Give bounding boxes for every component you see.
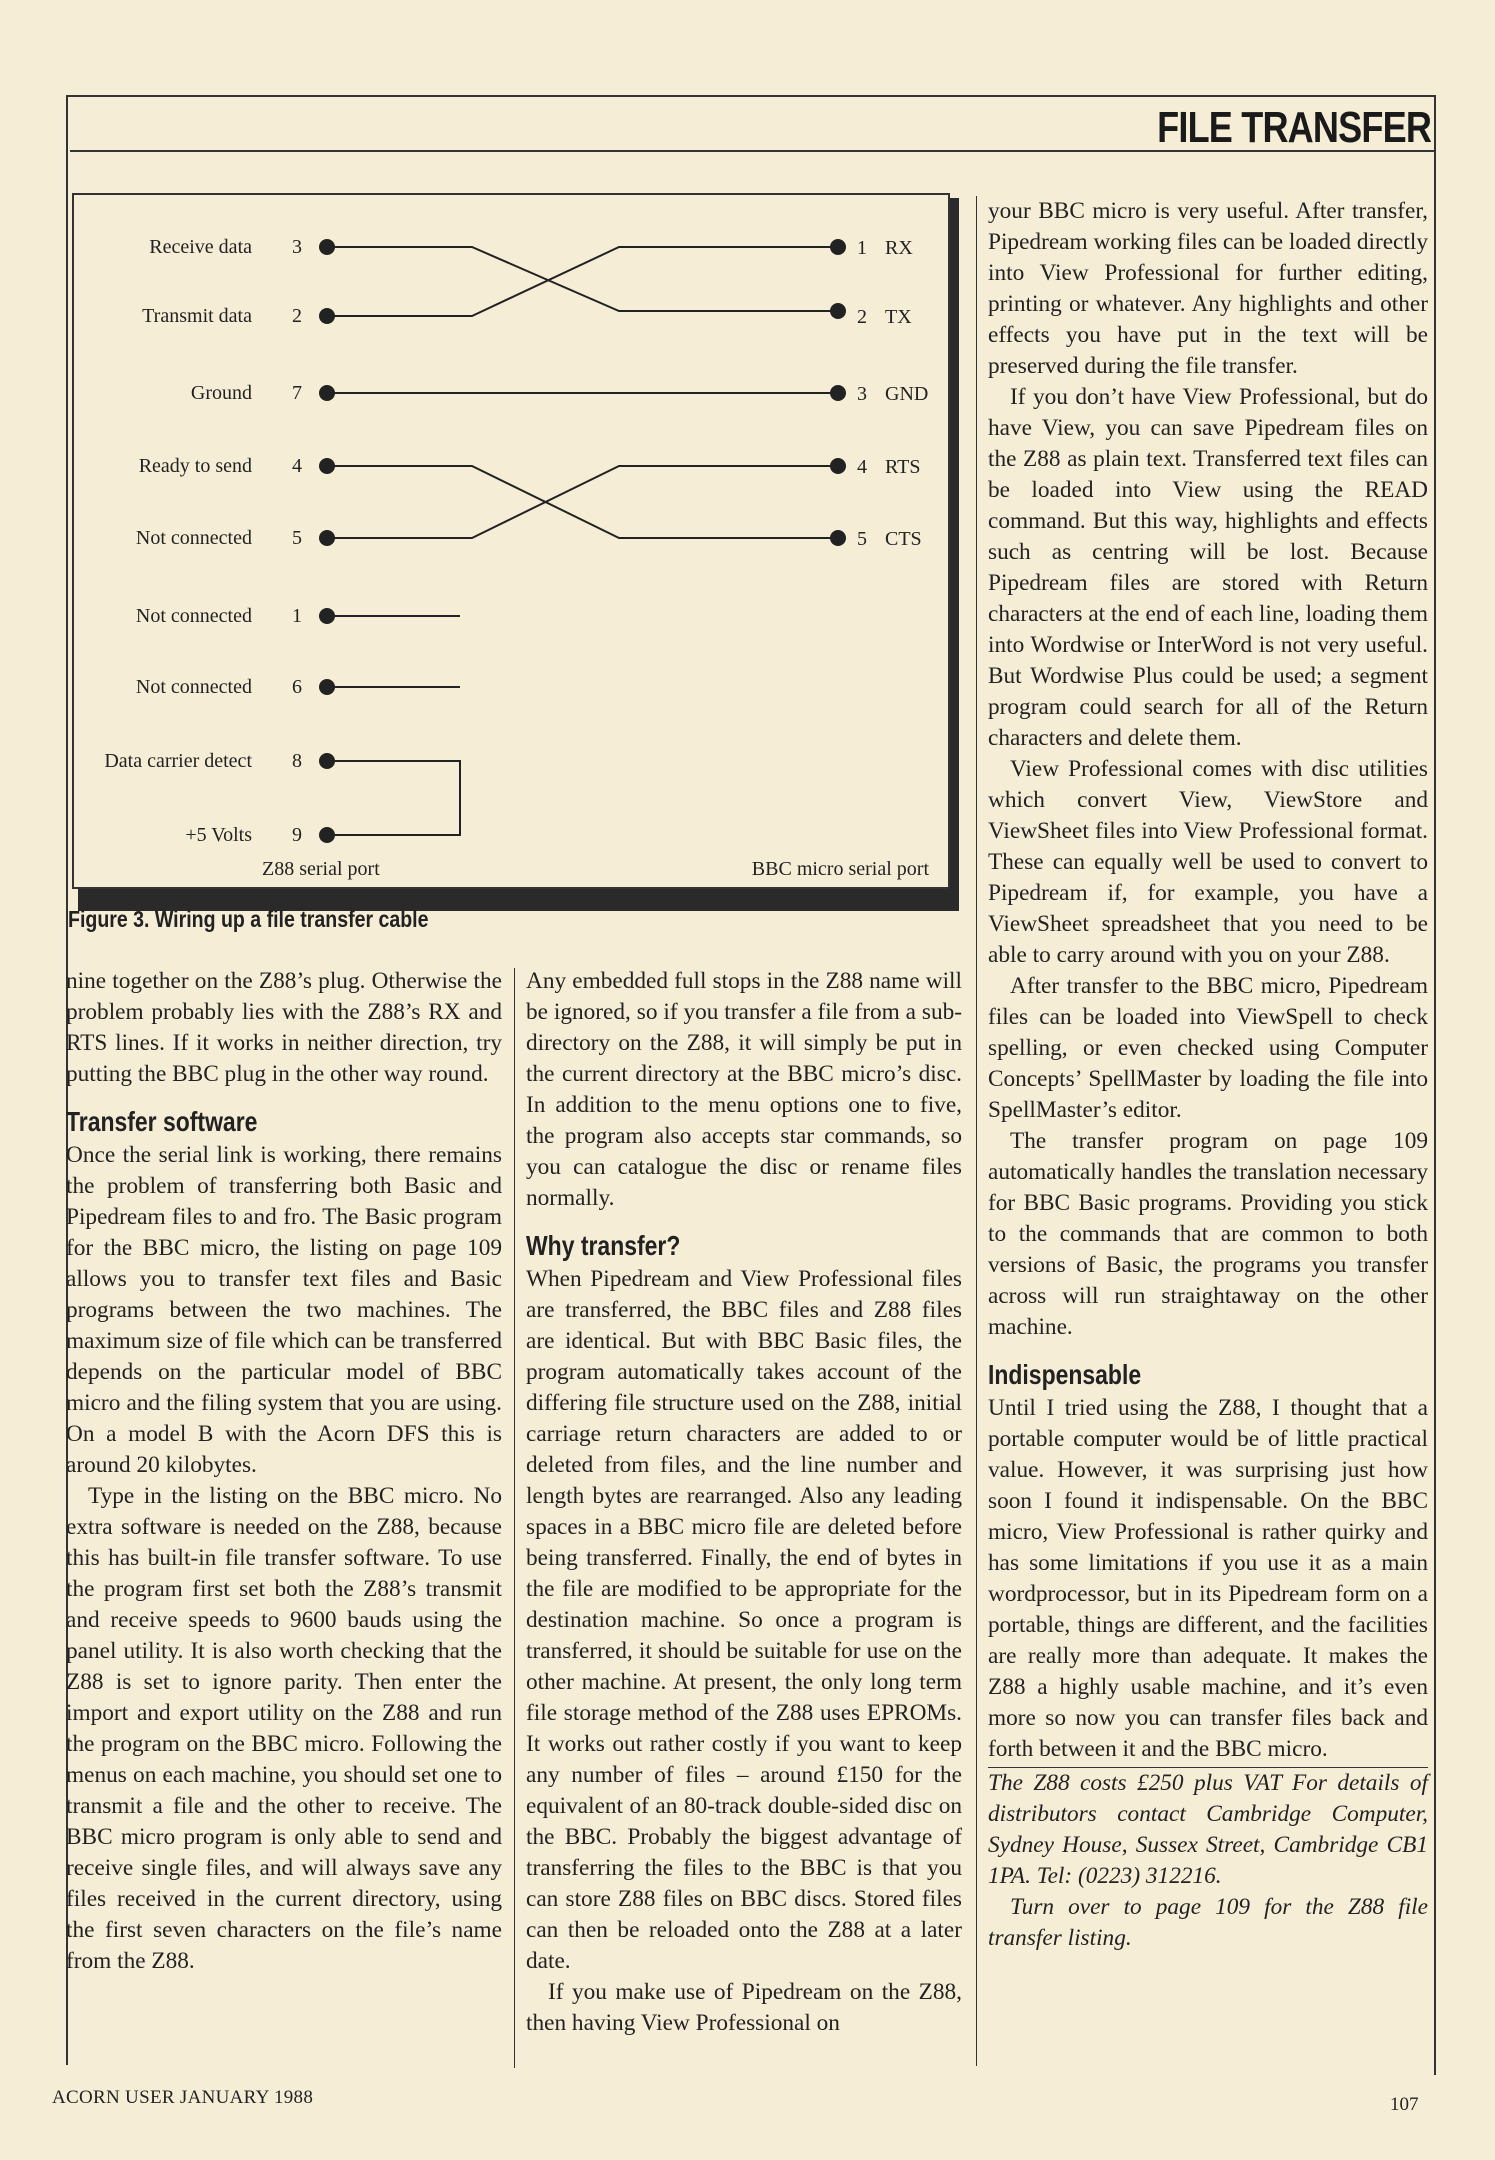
wiring-diagram: [74, 195, 948, 887]
section-title: FILE TRANSFER: [1157, 103, 1431, 152]
col3-paragraph-5: The transfer program on page 109 automatically handles the translation necessary for BBC Basic programs. Providing you stick to the commands that are common to both versions of Basic, the programs you transfer across will run straightaway on the other machine.: [988, 1128, 1428, 1340]
heading-indispensable: Indispensable: [988, 1359, 1142, 1390]
wire-cts-cross: [327, 466, 834, 538]
right-label-2: GND: [885, 383, 929, 405]
right-label-1: TX: [885, 306, 912, 328]
left-label-2: Ground: [190, 382, 252, 404]
right-pin-1: 2: [857, 306, 867, 328]
left-pin-3: 4: [292, 455, 302, 477]
bbc-pin-dot-3: [830, 458, 846, 474]
bbc-pin-dot-4: [830, 530, 846, 546]
heading-why-transfer: Why transfer?: [526, 1230, 681, 1261]
left-label-3: Ready to send: [138, 455, 252, 477]
z88-pin-dot-5: [319, 608, 335, 624]
z88-pin-dot-1: [319, 308, 335, 324]
listing-note: Turn over to page 109 for the Z88 file transfer listing.: [988, 1894, 1428, 1951]
z88-pin-dot-0: [319, 239, 335, 255]
pin-dots: [319, 239, 846, 843]
z88-pin-dot-3: [319, 458, 335, 474]
bbc-pin-dot-2: [830, 385, 846, 401]
left-pin-8: 9: [292, 824, 302, 846]
col3-paragraph-2: If you don’t have View Professional, but do have View, you can save Pipedream files on the Z88 as plain text. Transferred text files can be loaded into View using the READ command. But this way, highlights and effects such as centring will be lost. Because Pipedream files are stored with Return characters at the end of each line, loading them into Wordwise or InterWord is not very useful. But Wordwise Plus could be used; a segment program could search for all of the Return characters and delete them.: [988, 384, 1428, 751]
top-rule: [66, 95, 1436, 97]
z88-pin-dot-7: [319, 753, 335, 769]
left-label-8: +5 Volts: [185, 824, 252, 846]
left-pin-1: 2: [292, 305, 302, 327]
wiring-figure: [72, 193, 950, 889]
right-label-3: RTS: [885, 456, 921, 478]
col1-paragraph-3: Type in the listing on the BBC micro. No extra software is needed on the Z88, because this has built-in file transfer software. To use the program first set both the Z88’s transmit and receive speeds to 9600 bauds using the panel utility. It is also worth checking that the Z88 is set to ignore parity. Then enter the import and export utility on the Z88 and run the program on the BBC micro. Following the menus on each machine, you should set one to transmit a file and the other to receive. The BBC micro program is only able to send and receive single files, and will always save any files received in the current directory, using the first seven characters on the file’s name from the Z88.: [66, 1483, 502, 1974]
bbc-port-label: BBC micro serial port: [751, 858, 929, 880]
z88-pin-dot-4: [319, 530, 335, 546]
left-pin-2: 7: [292, 382, 302, 404]
column-3: [988, 196, 1428, 1954]
col1-paragraph-1: nine together on the Z88’s plug. Otherwise the problem probably lies with the Z88’s RX and RTS lines. If it works in neither direction, try putting the BBC plug in the other way round.: [66, 968, 502, 1087]
col3-paragraph-6: Until I tried using the Z88, I thought that a portable computer would be of little practical value. However, it was surprising just how soon I found it indispensable. On the BBC micro, View Professional is rather quirky and has some limitations if you use it as a main wordprocessor, but in its Pipedream form on a portable, things are different, and the facilities are really more than adequate. It makes the Z88 a highly usable machine, and it’s even more so now you can transfer files back and forth between it and the BBC micro.: [988, 1395, 1428, 1762]
right-pin-0: 1: [857, 237, 867, 259]
col1-paragraph-2: Once the serial link is working, there remains the problem of transferring both Basic and Pipedream files to and fro. The Basic program for the BBC micro, the listing on page 109 allows you to transfer text files and Basic programs between the two machines. The maximum size of file which can be transferred depends on the particular model of BBC micro and the filing system that you are using. On a model B with the Acorn DFS this is around 20 kilobytes.: [66, 1142, 502, 1478]
wire-tx-cross: [327, 247, 834, 316]
right-label-0: RX: [885, 237, 913, 259]
left-pin-0: 3: [292, 236, 302, 258]
col3-paragraph-1: your BBC micro is very useful. After transfer, Pipedream working files can be loaded directly into View Professional for further editing, printing or whatever. Any highlights and other effects you have put in the text will be preserved during the file transfer.: [988, 198, 1428, 379]
right-label-4: CTS: [885, 528, 922, 550]
col2-paragraph-3: If you make use of Pipedream on the Z88, then having View Professional on: [526, 1979, 962, 2036]
left-label-5: Not connected: [135, 605, 252, 627]
z88-pin-dot-2: [319, 385, 335, 401]
right-pin-4: 5: [857, 528, 867, 550]
left-pin-5: 1: [292, 605, 302, 627]
heading-transfer-software: Transfer software: [66, 1106, 258, 1137]
right-pin-2: 3: [857, 383, 867, 405]
left-label-1: Transmit data: [142, 305, 252, 327]
left-pin-4: 5: [292, 527, 302, 549]
z88-pin-dot-6: [319, 679, 335, 695]
left-label-0: Receive data: [149, 236, 252, 258]
col2-paragraph-2: When Pipedream and View Professional files are transferred, the BBC files and Z88 files are identical. But with BBC Basic files, the program automatically takes account of the differing file structure used on the Z88, initial carriage return characters are added to or deleted from files, and the line number and length bytes are rearranged. Also any leading spaces in a BBC micro file are deleted before being transferred. Finally, the end of bytes in the file are modified to be appropriate for the destination machine. So once a program is transferred, it should be suitable for use on the other machine. At present, the only long term file storage method of the Z88 uses EPROMs. It works out rather costly if you want to keep any number of files – around £150 for the equivalent of an 80-track double-sided disc on the BBC. Probably the biggest advantage of transferring the files to the BBC is that you can store Z88 files on BBC discs. Stored files can then be reloaded onto the Z88 at a later date.: [526, 1266, 962, 1974]
bbc-pin-dot-0: [830, 239, 846, 255]
column-rule-2: [976, 196, 977, 2066]
column-1: [66, 966, 502, 1977]
left-label-6: Not connected: [135, 676, 252, 698]
wire-dcd-loop: [327, 761, 460, 835]
column-2: [526, 966, 962, 2039]
left-pin-7: 8: [292, 750, 302, 772]
bbc-pin-dot-1: [830, 303, 846, 319]
footer-publication: ACORN USER JANUARY 1988: [52, 2087, 314, 2108]
price-note: The Z88 costs £250 plus VAT For details of distributors contact Cambridge Computer, Sydney House, Sussex Street, Cambridge CB1 1PA. Tel: (0223) 312216.: [988, 1770, 1428, 1889]
page-number: 107: [1390, 2094, 1419, 2115]
wire-rx-cross: [327, 247, 834, 311]
left-pin-6: 6: [292, 676, 302, 698]
col2-paragraph-1: Any embedded full stops in the Z88 name will be ignored, so if you transfer a file from a sub-directory on the Z88, it will simply be put in the current directory at the BBC micro’s disc. In addition to the menu options one to five, the program also accepts star commands, so you can catalogue the disc or rename files normally.: [526, 968, 962, 1211]
column-rule-1: [514, 968, 515, 2068]
z88-port-label: Z88 serial port: [262, 858, 380, 880]
col3-paragraph-4: After transfer to the BBC micro, Pipedream files can be loaded into ViewSpell to check spelling, or even checked using Computer Concepts’ SpellMaster by loading the file into SpellMaster’s editor.: [988, 973, 1428, 1123]
wire-rts-cross: [327, 466, 834, 538]
left-label-7: Data carrier detect: [104, 750, 252, 772]
right-frame-rule: [1434, 95, 1436, 2075]
figure-caption: Figure 3. Wiring up a file transfer cable: [68, 906, 429, 932]
left-label-4: Not connected: [135, 527, 252, 549]
right-pin-3: 4: [857, 456, 867, 478]
z88-pin-dot-8: [319, 827, 335, 843]
col3-paragraph-3: View Professional comes with disc utilities which convert View, ViewStore and ViewSheet files into View Professional format. These can equally well be used to convert to Pipedream if, for example, you have a ViewSheet spreadsheet that you need to be able to carry around with you on your Z88.: [988, 756, 1428, 968]
